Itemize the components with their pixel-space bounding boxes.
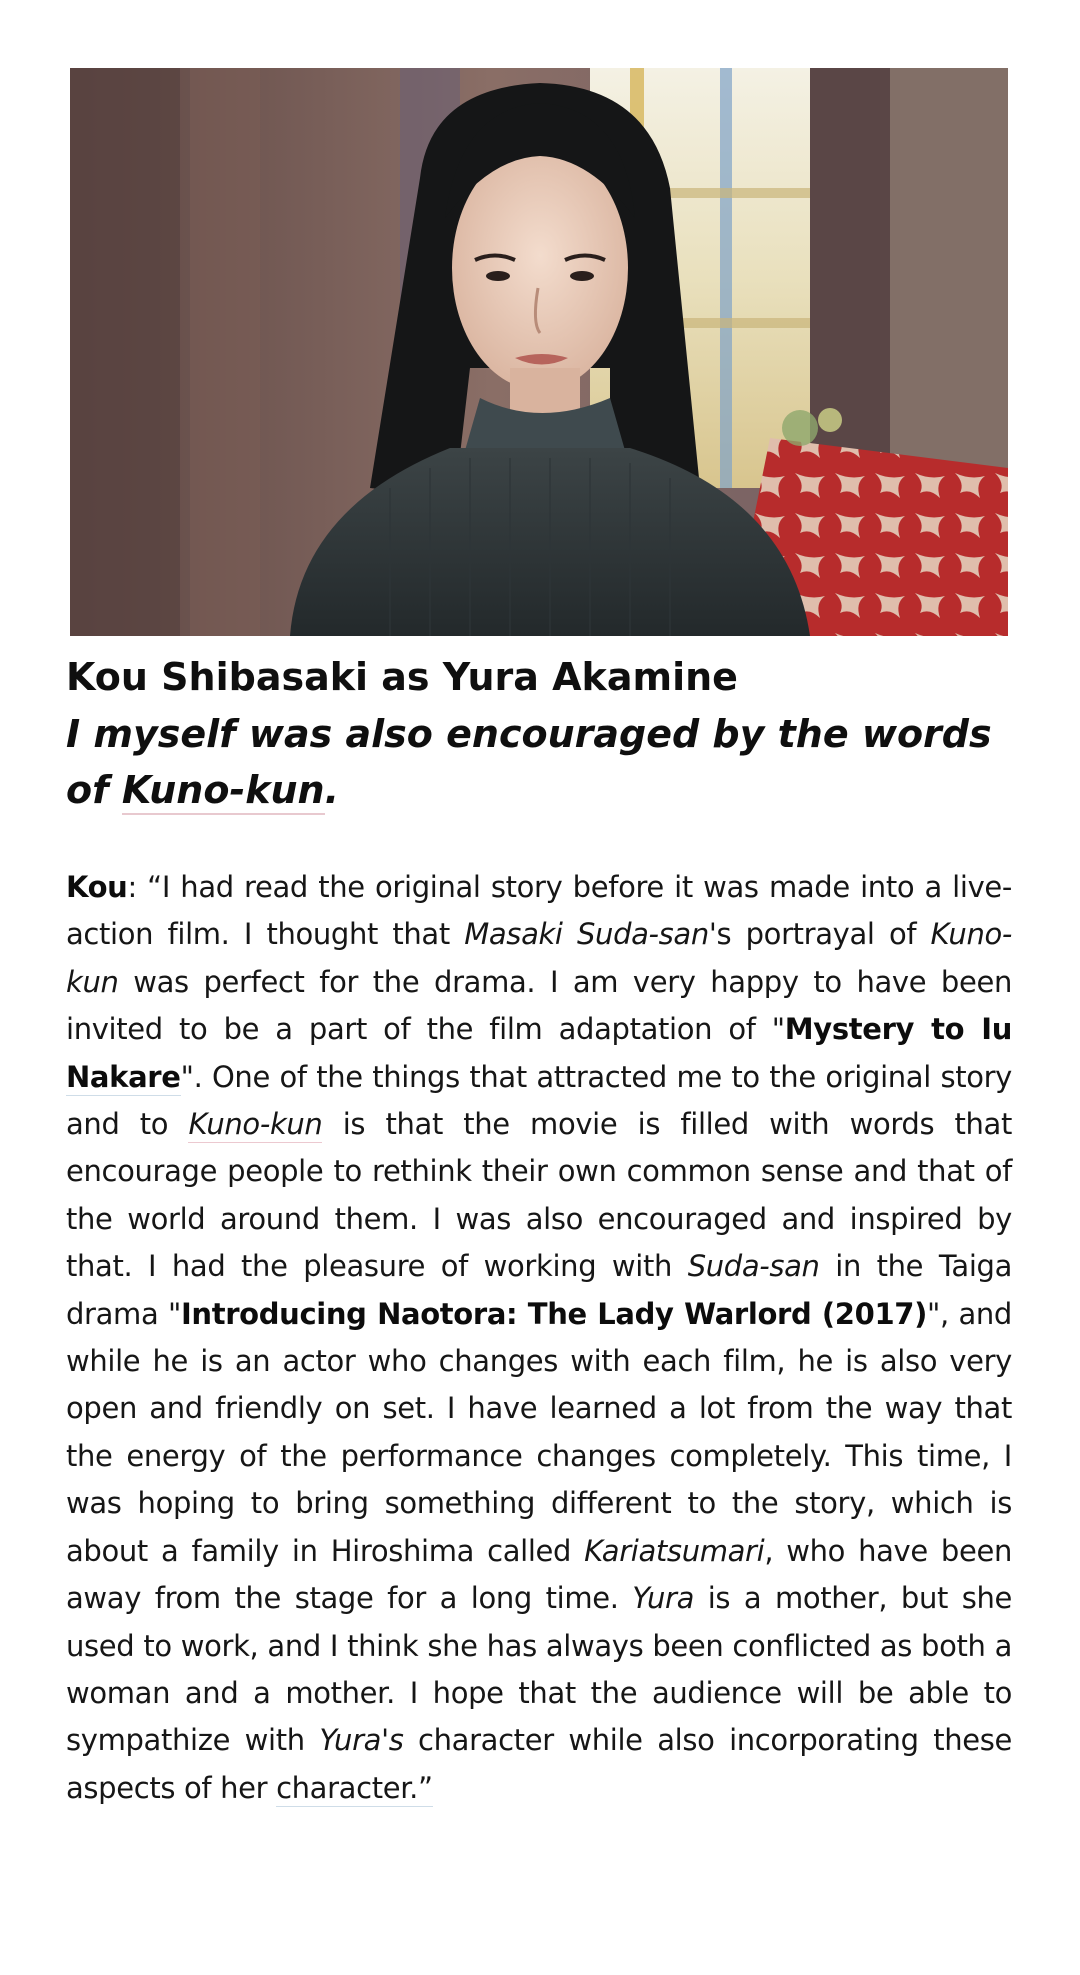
- character-name: Yura: [632, 1581, 695, 1616]
- speaker-name: Kou: [66, 870, 128, 904]
- article-subtitle: [66, 706, 1026, 818]
- actor-name: Suda-san: [687, 1249, 820, 1284]
- body-segment: character while also incorporating these aspects of her: [66, 1723, 1013, 1805]
- portrait-photo-illustration: [70, 68, 1008, 636]
- body-segment: , who have been away from the stage for a long time.: [66, 1533, 1012, 1616]
- film-title-link[interactable]: Nakare: [66, 1059, 181, 1094]
- character-link-kuno-kun[interactable]: Kuno-kun: [188, 1107, 323, 1142]
- body-segment: in the Taiga drama ": [66, 1249, 1013, 1331]
- article-photo: [70, 68, 1008, 636]
- body-segment: ". One of the things that attracted me to the original story and to: [66, 1059, 1012, 1142]
- actor-name: Masaki Suda-san: [464, 917, 709, 952]
- character-name: Kuno-kun: [66, 917, 1013, 999]
- body-segment: 's portrayal of: [708, 917, 931, 952]
- subtitle-link-kuno-kun[interactable]: Kuno-kun: [122, 768, 325, 815]
- character-name: Yura's: [319, 1723, 404, 1758]
- subtitle-end: .: [324, 768, 340, 812]
- body-segment: is a mother, but she used to work, and I think she has always been conflicted as both a woman and a mother. I hope that the audience will be able to sympathize with: [66, 1581, 1012, 1758]
- body-segment: ", and while he is an actor who changes with each film, he is also very open and friendly on set. I have learned a lot from the way that the energy of the performance changes completely. This time, I was hoping to bring something different to the story, which is about a family in Hiroshima called: [66, 1296, 1012, 1568]
- body-segment: : “I had read the original story before it was made into a live-action film. I thought that: [66, 870, 1012, 952]
- body-segment: was perfect for the drama. I am very happy to have been invited to be a part of the film adaptation of ": [66, 964, 1012, 1047]
- article-title: Kou Shibasaki as Yura Akamine: [66, 655, 738, 699]
- body-segment: is that the movie is filled with words that encourage people to rethink their own common sense and that of the world around them. I was also encouraged and inspired by that. I had the pleasure of working with: [66, 1107, 1012, 1284]
- family-name: Kariatsumari: [584, 1533, 765, 1568]
- drama-title: Introducing Naotora: The Lady Warlord (2017): [180, 1296, 928, 1331]
- film-title-part: Mystery to Iu: [784, 1012, 1012, 1047]
- subtitle-text: I myself was also encouraged by the words of: [66, 712, 992, 812]
- interview-paragraph: [66, 864, 1012, 1812]
- character-link[interactable]: character.”: [276, 1770, 433, 1805]
